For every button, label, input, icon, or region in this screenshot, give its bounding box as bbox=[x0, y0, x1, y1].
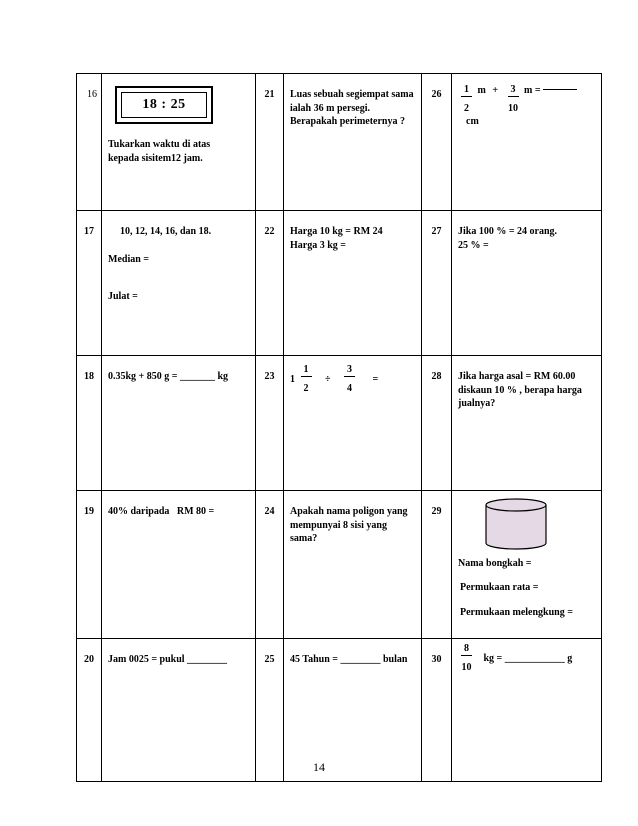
question-29 bbox=[452, 491, 602, 639]
fraction-denominator: 10 bbox=[508, 103, 519, 114]
fraction-denominator: 10 bbox=[461, 662, 472, 673]
fraction bbox=[344, 364, 355, 395]
question-22 bbox=[284, 211, 422, 356]
question-number: 22 bbox=[256, 211, 284, 356]
question-19 bbox=[102, 491, 256, 639]
question-27 bbox=[452, 211, 602, 356]
number-list: 10, 12, 14, 16, dan 18. bbox=[120, 226, 212, 237]
question-text: Harga 3 kg = bbox=[290, 239, 346, 251]
question-text: kg = ____________ g bbox=[483, 652, 573, 664]
question-table bbox=[76, 73, 602, 782]
question-text: 25 % = bbox=[458, 239, 489, 251]
fraction bbox=[461, 643, 472, 674]
question-18 bbox=[102, 356, 256, 491]
solid-name-label: Nama bongkah = bbox=[458, 558, 532, 569]
question-text: ialah 36 m persegi. bbox=[290, 102, 370, 114]
clock-time: 18 : 25 bbox=[121, 92, 207, 118]
unit: m = bbox=[524, 85, 541, 96]
question-text: 40% daripada RM 80 = bbox=[108, 506, 215, 517]
question-number: 18 bbox=[77, 356, 102, 491]
question-17 bbox=[102, 211, 256, 356]
page-number: 14 bbox=[313, 760, 325, 774]
digital-clock bbox=[115, 86, 213, 124]
cylinder-icon bbox=[484, 497, 548, 553]
question-number: 29 bbox=[422, 491, 452, 639]
curved-surface-label: Permukaan melengkung = bbox=[460, 607, 573, 618]
equals: = bbox=[372, 373, 379, 385]
question-text: Tukarkan waktu di atas bbox=[108, 139, 211, 150]
question-21 bbox=[284, 74, 422, 211]
question-text: Jam 0025 = pukul ________ bbox=[108, 654, 228, 665]
question-text: Jika 100 % = 24 orang. bbox=[458, 226, 558, 237]
question-number: 25 bbox=[256, 639, 284, 782]
fraction-denominator: 2 bbox=[464, 103, 469, 114]
question-number: 30 bbox=[422, 639, 452, 782]
fraction bbox=[508, 84, 519, 115]
question-23 bbox=[284, 356, 422, 491]
question-text: kepada sisitem12 jam. bbox=[108, 152, 203, 164]
question-number: 19 bbox=[77, 491, 102, 639]
question-text: Jika harga asal = RM 60.00 bbox=[458, 371, 576, 382]
question-number: 20 bbox=[77, 639, 102, 782]
flat-surface-label: Permukaan rata = bbox=[460, 582, 539, 593]
fraction-denominator: 2 bbox=[303, 383, 309, 394]
question-text: sama? bbox=[290, 533, 318, 544]
question-text: mempunyai 8 sisi yang bbox=[290, 519, 387, 531]
fraction bbox=[301, 364, 312, 395]
question-16 bbox=[102, 74, 256, 211]
question-number: 28 bbox=[422, 356, 452, 491]
range-label: Julat = bbox=[108, 291, 138, 302]
question-number: 26 bbox=[422, 74, 452, 211]
median-label: Median = bbox=[108, 254, 149, 265]
question-text: Harga 10 kg = RM 24 bbox=[290, 226, 383, 237]
question-number: 16 bbox=[77, 74, 102, 211]
question-number: 21 bbox=[256, 74, 284, 211]
fraction-numerator: 1 bbox=[301, 364, 312, 377]
table-row bbox=[77, 211, 602, 356]
operator: + bbox=[492, 85, 499, 96]
unit: cm bbox=[466, 116, 479, 127]
table-row bbox=[77, 74, 602, 211]
table-row bbox=[77, 356, 602, 491]
question-number: 24 bbox=[256, 491, 284, 639]
question-number: 17 bbox=[77, 211, 102, 356]
fraction-numerator: 3 bbox=[508, 84, 519, 97]
question-number: 27 bbox=[422, 211, 452, 356]
question-text: diskaun 10 % , berapa harga bbox=[458, 384, 582, 396]
fraction bbox=[461, 84, 472, 115]
question-text: Luas sebuah segiempat sama bbox=[290, 89, 414, 100]
question-26 bbox=[452, 74, 602, 211]
question-text: 45 Tahun = ________ bulan bbox=[290, 654, 408, 665]
question-text: Berapakah perimeternya ? bbox=[290, 116, 405, 127]
unit: m bbox=[477, 85, 486, 96]
question-text: jualnya? bbox=[458, 398, 496, 409]
fraction-numerator: 1 bbox=[461, 84, 472, 97]
question-text: Apakah nama poligon yang bbox=[290, 506, 408, 517]
whole-number: 1 bbox=[290, 373, 295, 385]
question-24 bbox=[284, 491, 422, 639]
answer-blank bbox=[543, 89, 577, 90]
fraction-numerator: 8 bbox=[461, 643, 472, 656]
question-text: 0.35kg + 850 g = _______ kg bbox=[108, 371, 229, 382]
fraction-denominator: 4 bbox=[347, 383, 352, 394]
question-number: 23 bbox=[256, 356, 284, 491]
fraction-numerator: 3 bbox=[344, 364, 355, 377]
table-row bbox=[77, 491, 602, 639]
question-28 bbox=[452, 356, 602, 491]
operator: ÷ bbox=[325, 373, 331, 385]
